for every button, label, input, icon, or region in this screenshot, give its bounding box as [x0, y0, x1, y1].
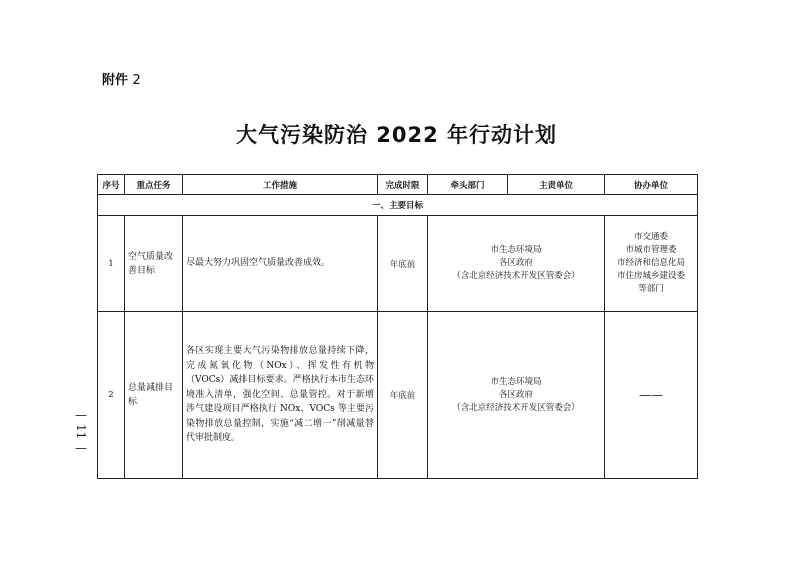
header-responsible: 主责单位 — [508, 175, 605, 195]
header-deadline: 完成时限 — [378, 175, 428, 195]
section-row — [98, 195, 698, 216]
section-title: 一、主要目标 — [98, 195, 698, 216]
row-task: 空气质量改善目标 — [125, 216, 183, 312]
row-seq: 2 — [98, 312, 125, 479]
page-number: — 11 — — [74, 408, 88, 456]
header-task: 重点任务 — [125, 175, 183, 195]
table-header-row — [98, 175, 698, 195]
row-cooperating: —— — [605, 312, 698, 479]
attachment-label: 附件 2 — [102, 73, 141, 88]
row-cooperating: 市交通委 市城市管理委 市经济和信息化局 市住房城乡建设委 等部门 — [605, 216, 698, 312]
header-seq: 序号 — [98, 175, 125, 195]
row-seq: 1 — [98, 216, 125, 312]
row-deadline: 年底前 — [378, 312, 428, 479]
row-measures: 各区实现主要大气污染物排放总量持续下降，完成氮氧化物（NOx）、挥发性有机物（VOCs）减排目标要求。严格执行本市生态环境准入清单，强化空间、总量管控。对于新增涉气建设项目严格执行 NOx、VOCs 等主要污染物排放总量控制，实施“减二增一”削减量替代审批制度。 — [183, 312, 378, 479]
row-lead-responsible: 市生态环境局 各区政府 （含北京经济技术开发区管委会） — [428, 312, 605, 479]
row-deadline: 年底前 — [378, 216, 428, 312]
row-lead-responsible: 市生态环境局 各区政府 （含北京经济技术开发区管委会） — [428, 216, 605, 312]
row-task: 总量减排目标 — [125, 312, 183, 479]
table-row — [98, 312, 698, 479]
header-measures: 工作措施 — [183, 175, 378, 195]
page-title: 大气污染防治 2022 年行动计划 — [235, 123, 558, 147]
header-cooperating: 协办单位 — [605, 175, 698, 195]
header-lead: 牵头部门 — [428, 175, 508, 195]
row-measures: 尽最大努力巩固空气质量改善成效。 — [183, 216, 378, 312]
table-row — [98, 216, 698, 312]
action-plan-table — [97, 174, 698, 479]
